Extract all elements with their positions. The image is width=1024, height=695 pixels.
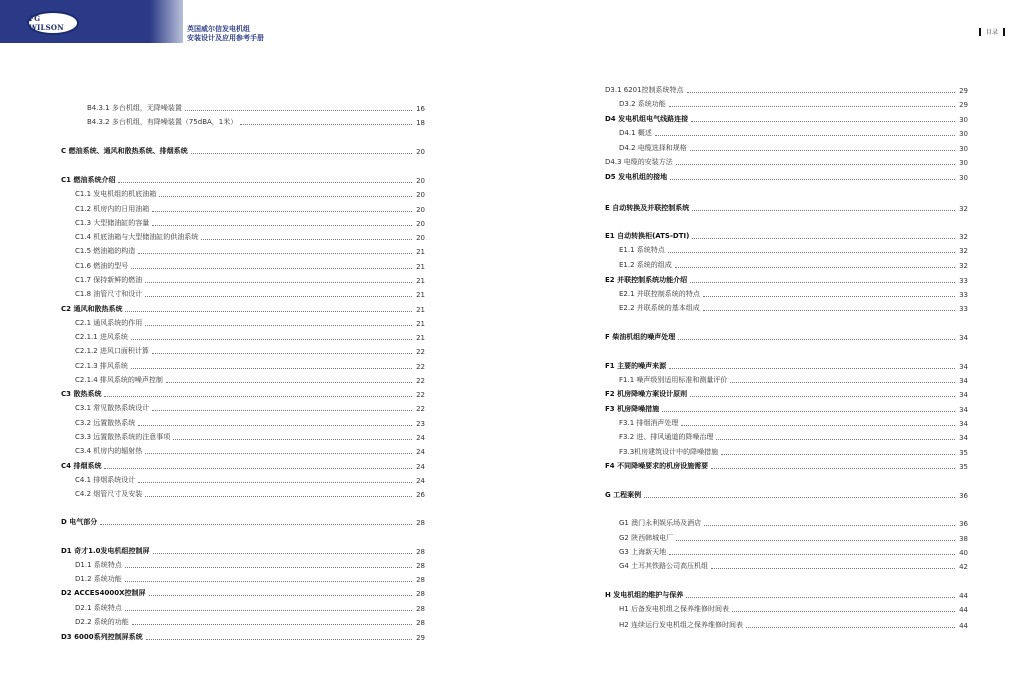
toc-entry-title: G1 澳门永利娱乐场及酒店 (619, 519, 702, 527)
toc-entry-title: C4 排烟系统 (61, 462, 102, 470)
toc-entry[interactable] (61, 461, 425, 471)
toc-dot-leader (201, 239, 412, 240)
toc-entry-title: E2 并联控制系统功能介绍 (605, 276, 688, 284)
toc-dot-leader (703, 296, 955, 297)
toc-entry[interactable] (75, 418, 425, 428)
toc-entry[interactable] (75, 446, 425, 456)
header-band-gradient (150, 0, 183, 43)
toc-entry[interactable] (619, 128, 968, 138)
toc-dot-leader (152, 211, 412, 212)
toc-entry-title: D4.1 概述 (619, 129, 652, 137)
toc-dot-leader (687, 92, 955, 93)
toc-page-number: 20 (416, 148, 425, 156)
toc-entry-title: C1.3 大型储油缸的容量 (75, 219, 150, 227)
toc-page-number: 38 (959, 535, 968, 543)
toc-entry[interactable] (619, 245, 968, 255)
page-tag-label: 目录 (985, 29, 998, 36)
toc-page-number: 26 (416, 491, 425, 499)
toc-entry[interactable] (619, 604, 968, 614)
toc-page-number: 28 (416, 562, 425, 570)
toc-entry[interactable] (75, 475, 425, 485)
toc-dot-leader (125, 581, 412, 582)
toc-page-number: 24 (416, 434, 425, 442)
toc-entry-title: G2 陕西韩城电厂 (619, 534, 674, 542)
toc-entry[interactable] (61, 146, 425, 156)
toc-page-number: 21 (416, 334, 425, 342)
toc-dot-leader (138, 482, 412, 483)
toc-dot-leader (670, 179, 955, 180)
toc-page-number: 22 (416, 391, 425, 399)
toc-entry-title: C4.2 烟管尺寸及安装 (75, 490, 143, 498)
toc-entry-title: C2 通风和散热系统 (61, 305, 123, 313)
toc-entry-title: F1.1 噪声级别适用标准和测量评价 (619, 376, 728, 384)
toc-entry[interactable] (61, 389, 425, 399)
toc-entry[interactable] (619, 432, 968, 442)
toc-entry[interactable] (619, 561, 968, 571)
toc-entry-title: E 自动转换及并联控制系统 (605, 204, 690, 212)
toc-page-number: 20 (416, 234, 425, 242)
toc-entry[interactable] (75, 617, 425, 627)
toc-dot-leader (100, 524, 412, 525)
toc-page-number: 30 (959, 145, 968, 153)
toc-entry[interactable] (75, 275, 425, 285)
toc-entry-title: C1 燃油系统介绍 (61, 176, 116, 184)
toc-entry-title: F2 机房降噪方案设计原则 (605, 390, 688, 398)
toc-page-number: 22 (416, 348, 425, 356)
toc-entry-title: F4 不同降噪要求的机房设施需要 (605, 462, 709, 470)
toc-entry[interactable] (75, 318, 425, 328)
toc-dot-leader (152, 410, 412, 411)
toc-dot-leader (678, 339, 955, 340)
toc-page-number: 18 (416, 119, 425, 127)
toc-dot-leader (676, 164, 955, 165)
toc-entry[interactable] (75, 403, 425, 413)
toc-dot-leader (131, 268, 412, 269)
toc-page-number: 24 (416, 477, 425, 485)
toc-page-number: 30 (959, 130, 968, 138)
toc-dot-leader (668, 252, 955, 253)
toc-entry-title: D2 ACCES4000X控制屏 (61, 589, 146, 597)
toc-entry[interactable] (75, 261, 425, 271)
toc-entry[interactable] (605, 389, 968, 399)
toc-page-number: 28 (416, 519, 425, 527)
toc-entry[interactable] (605, 85, 968, 95)
toc-dot-leader (145, 282, 412, 283)
toc-page-number: 21 (416, 291, 425, 299)
toc-dot-leader (692, 210, 955, 211)
toc-dot-leader (746, 627, 955, 628)
toc-entry-title: C1.5 燃油箱的构造 (75, 247, 136, 255)
toc-entry[interactable] (605, 203, 968, 213)
toc-dot-leader (125, 567, 412, 568)
toc-entry[interactable] (605, 332, 968, 342)
toc-entry-title: C1.6 燃油的型号 (75, 262, 129, 270)
toc-entry-title: C2.1.3 排风系统 (75, 362, 128, 370)
toc-page-number: 33 (959, 305, 968, 313)
toc-page-number: 22 (416, 405, 425, 413)
toc-page-number: 23 (416, 420, 425, 428)
toc-entry[interactable] (61, 175, 425, 185)
toc-entry-title: D1 奇才1.0发电机组控制屏 (61, 547, 150, 555)
toc-entry[interactable] (619, 289, 968, 299)
toc-entry[interactable] (75, 603, 425, 613)
toc-entry[interactable] (75, 332, 425, 342)
toc-dot-leader (692, 238, 955, 239)
toc-page-number: 44 (959, 592, 968, 600)
toc-dot-leader (691, 121, 955, 122)
toc-entry-title: H2 连续运行发电机组之保养维修时间表 (619, 621, 743, 629)
toc-dot-leader (711, 568, 955, 569)
toc-entry[interactable] (605, 590, 968, 600)
toc-page-number: 22 (416, 363, 425, 371)
toc-dot-leader (675, 267, 955, 268)
toc-entry-title: C3.2 远置散热系统 (75, 419, 136, 427)
toc-entry[interactable] (87, 103, 425, 113)
toc-entry[interactable] (619, 99, 968, 109)
toc-entry[interactable] (61, 632, 425, 642)
toc-entry[interactable] (619, 547, 968, 557)
toc-entry-title: D4.3 电缆的安装方法 (605, 158, 673, 166)
toc-entry[interactable] (75, 361, 425, 371)
toc-entry[interactable] (75, 574, 425, 584)
toc-entry[interactable] (75, 204, 425, 214)
tag-bar-right (1003, 28, 1005, 36)
toc-entry-title: H 发电机组的维护与保养 (605, 591, 684, 599)
toc-entry-title: C3.4 机房内的辐射热 (75, 447, 143, 455)
toc-entry-title: C1.1 发电机组的机底油箱 (75, 190, 157, 198)
toc-entry-title: D4 发电机组电气线路连接 (605, 115, 689, 123)
toc-entry-title: F3.3机房建筑设计中的降噪措施 (619, 448, 719, 456)
toc-dot-leader (104, 468, 412, 469)
toc-entry[interactable] (619, 533, 968, 543)
toc-entry-title: D 电气部分 (61, 518, 98, 526)
toc-entry[interactable] (61, 304, 425, 314)
toc-entry[interactable] (75, 218, 425, 228)
toc-page-number: 29 (959, 101, 968, 109)
toc-entry[interactable] (87, 117, 425, 127)
toc-entry[interactable] (605, 114, 968, 124)
toc-dot-leader (146, 639, 412, 640)
toc-entry-title: C1.7 保持新鲜的燃油 (75, 276, 143, 284)
toc-entry-title: E1.2 系统的组成 (619, 261, 672, 269)
toc-entry-title: C 燃油系统、通风和散热系统、排烟系统 (61, 147, 188, 155)
toc-dot-leader (159, 196, 412, 197)
toc-dot-leader (173, 439, 412, 440)
toc-entry[interactable] (75, 246, 425, 256)
toc-page-number: 34 (959, 406, 968, 414)
toc-entry-title: D2.2 系统的功能 (75, 618, 129, 626)
toc-entry[interactable] (75, 189, 425, 199)
toc-dot-leader (125, 610, 412, 611)
toc-entry[interactable] (605, 490, 968, 500)
toc-dot-leader (686, 597, 955, 598)
toc-page-number: 21 (416, 277, 425, 285)
toc-dot-leader (676, 540, 955, 541)
toc-dot-leader (721, 454, 955, 455)
toc-page-number: 24 (416, 448, 425, 456)
toc-page-number: 28 (416, 619, 425, 627)
toc-entry-title: C2.1.4 排风系统的噪声控制 (75, 376, 163, 384)
toc-page-number: 21 (416, 248, 425, 256)
manual-title-line2: 安装设计及应用参考手册 (187, 34, 264, 42)
toc-page-number: 21 (416, 263, 425, 271)
toc-dot-leader (711, 468, 955, 469)
toc-dot-leader (704, 525, 955, 526)
toc-dot-leader (138, 253, 412, 254)
toc-dot-leader (185, 110, 412, 111)
toc-page-number: 20 (416, 191, 425, 199)
toc-page-number: 34 (959, 391, 968, 399)
toc-dot-leader (669, 554, 955, 555)
toc-dot-leader (118, 182, 412, 183)
toc-page-number: 32 (959, 262, 968, 270)
toc-entry-title: B4.3.2 多台机组，有降噪装置（75dBA，1米） (87, 118, 238, 126)
toc-entry[interactable] (619, 375, 968, 385)
toc-dot-leader (732, 611, 955, 612)
toc-entry[interactable] (75, 346, 425, 356)
toc-page-number: 32 (959, 205, 968, 213)
toc-dot-leader (655, 135, 955, 136)
logo-text: FG WILSON (29, 14, 64, 32)
toc-dot-leader (730, 382, 955, 383)
toc-dot-leader (145, 453, 412, 454)
toc-dot-leader (104, 396, 412, 397)
toc-entry[interactable] (605, 157, 968, 167)
toc-entry-title: E1.1 系统特点 (619, 246, 665, 254)
toc-dot-leader (145, 496, 412, 497)
toc-entry-title: C2.1 通风系统的作用 (75, 319, 143, 327)
toc-page-number: 28 (416, 605, 425, 613)
toc-entry[interactable] (605, 404, 968, 414)
toc-page-number: 34 (959, 420, 968, 428)
toc-dot-leader (240, 124, 412, 125)
toc-entry-title: C4.1 排烟系统设计 (75, 476, 136, 484)
toc-dot-leader (716, 439, 955, 440)
toc-entry-title: D3.1 6201控制系统特点 (605, 86, 684, 94)
toc-entry[interactable] (619, 143, 968, 153)
toc-page-number: 40 (959, 549, 968, 557)
toc-dot-leader (644, 497, 955, 498)
toc-entry[interactable] (61, 588, 425, 598)
toc-page-number: 36 (959, 520, 968, 528)
toc-entry-title: C2.1.2 进风口面积计算 (75, 347, 149, 355)
toc-entry-title: C1.2 机房内的日用油箱 (75, 205, 150, 213)
toc-page-number: 33 (959, 291, 968, 299)
toc-entry[interactable] (605, 275, 968, 285)
toc-entry-title: F3.2 进、排风通道的降噪治理 (619, 433, 714, 441)
toc-dot-leader (125, 311, 412, 312)
toc-page-number: 29 (959, 87, 968, 95)
toc-page-number: 30 (959, 159, 968, 167)
toc-page-number: 30 (959, 174, 968, 182)
toc-page-number: 20 (416, 220, 425, 228)
tag-bar-left (979, 28, 981, 36)
toc-page-number: 34 (959, 334, 968, 342)
toc-page-number: 32 (959, 233, 968, 241)
toc-page-number: 21 (416, 306, 425, 314)
toc-page-number: 34 (959, 377, 968, 385)
toc-page-number: 24 (416, 463, 425, 471)
toc-page-number: 34 (959, 434, 968, 442)
toc-entry-title: D3.2 系统功能 (619, 100, 666, 108)
toc-entry[interactable] (75, 560, 425, 570)
toc-entry-title: C1.4 机底油箱与大型储油缸的供油系统 (75, 233, 199, 241)
manual-title (187, 25, 264, 43)
toc-entry[interactable] (75, 489, 425, 499)
toc-page-number: 20 (416, 177, 425, 185)
toc-entry[interactable] (619, 303, 968, 313)
toc-entry-title: E2.1 并联控制系统的特点 (619, 290, 700, 298)
toc-dot-leader (149, 595, 412, 596)
toc-dot-leader (152, 225, 412, 226)
manual-title-line1: 英国威尔信发电机组 (187, 25, 250, 33)
toc-dot-leader (145, 296, 412, 297)
toc-entry-title: C1.8 油管尺寸和设计 (75, 290, 143, 298)
toc-entry-title: E1 自动转换柜(ATS-DTI) (605, 232, 690, 240)
toc-entry-title: D1.1 系统特点 (75, 561, 122, 569)
page-tag (979, 27, 1005, 36)
toc-entry-title: D3 6000系列控制屏系统 (61, 633, 143, 641)
toc-entry[interactable] (619, 447, 968, 457)
toc-page-number: 28 (416, 548, 425, 556)
toc-dot-leader (145, 325, 412, 326)
toc-page-number: 20 (416, 206, 425, 214)
toc-entry-title: H1 后备发电机组之保养维修时间表 (619, 605, 729, 613)
toc-entry-title: D2.1 系统特点 (75, 604, 122, 612)
toc-entry[interactable] (605, 461, 968, 471)
toc-dot-leader (132, 624, 412, 625)
toc-dot-leader (152, 353, 412, 354)
toc-page-number: 42 (959, 563, 968, 571)
toc-dot-leader (690, 396, 955, 397)
toc-entry-title: C2.1.1 进风系统 (75, 333, 128, 341)
toc-dot-leader (662, 411, 955, 412)
toc-dot-leader (669, 106, 955, 107)
toc-dot-leader (690, 282, 955, 283)
toc-dot-leader (681, 425, 955, 426)
toc-entry-title: F3 机房降噪措施 (605, 405, 660, 413)
toc-entry-title: D1.2 系统功能 (75, 575, 122, 583)
toc-page-number: 16 (416, 105, 425, 113)
toc-entry[interactable] (619, 260, 968, 270)
toc-entry-title: C3 散热系统 (61, 390, 102, 398)
toc-dot-leader (131, 339, 412, 340)
toc-entry[interactable] (605, 172, 968, 182)
toc-dot-leader (166, 382, 412, 383)
toc-entry-title: F3.1 排烟消声处理 (619, 419, 679, 427)
toc-page-number: 44 (959, 606, 968, 614)
toc-entry[interactable] (75, 432, 425, 442)
toc-entry[interactable] (61, 517, 425, 527)
toc-dot-leader (153, 553, 412, 554)
toc-entry-title: F1 主要的噪声来源 (605, 362, 667, 370)
toc-page-number: 36 (959, 492, 968, 500)
toc-entry-title: F 柴油机组的噪声处理 (605, 333, 676, 341)
toc-entry-title: G4 土耳其铁路公司高压机组 (619, 562, 709, 570)
toc-page-number: 22 (416, 377, 425, 385)
toc-page-number: 29 (416, 634, 425, 642)
toc-entry-title: C3.1 常见散热系统设计 (75, 404, 150, 412)
toc-page-number: 34 (959, 363, 968, 371)
toc-page-number: 21 (416, 320, 425, 328)
toc-entry-title: D5 发电机组的接地 (605, 173, 668, 181)
toc-entry[interactable] (619, 620, 968, 630)
toc-entry[interactable] (605, 231, 968, 241)
toc-page-number: 44 (959, 622, 968, 630)
toc-entry-title: C3.3 远置散热系统的注意事项 (75, 433, 171, 441)
toc-dot-leader (690, 150, 955, 151)
toc-entry-title: G3 上海新天地 (619, 548, 667, 556)
toc-page-number: 28 (416, 576, 425, 584)
toc-entry-title: G 工程案例 (605, 491, 642, 499)
toc-entry[interactable] (75, 232, 425, 242)
toc-page-number: 33 (959, 277, 968, 285)
toc-entry[interactable] (619, 518, 968, 528)
toc-entry-title: B4.3.1 多台机组，无降噪装置 (87, 104, 182, 112)
toc-dot-leader (191, 153, 412, 154)
toc-page-number: 35 (959, 463, 968, 471)
toc-page-number: 28 (416, 590, 425, 598)
toc-page-number: 32 (959, 247, 968, 255)
toc-dot-leader (138, 425, 412, 426)
toc-entry-title: E2.2 并联系统的基本组成 (619, 304, 700, 312)
toc-entry-title: D4.2 电缆选择和规格 (619, 144, 687, 152)
toc-dot-leader (669, 368, 955, 369)
toc-entry[interactable] (61, 546, 425, 556)
toc-entry[interactable] (619, 418, 968, 428)
toc-page-number: 35 (959, 449, 968, 457)
toc-dot-leader (131, 368, 412, 369)
toc-entry[interactable] (75, 289, 425, 299)
toc-entry[interactable] (605, 361, 968, 371)
toc-dot-leader (703, 310, 955, 311)
fg-wilson-logo (27, 11, 79, 35)
toc-page-number: 30 (959, 116, 968, 124)
toc-entry[interactable] (75, 375, 425, 385)
